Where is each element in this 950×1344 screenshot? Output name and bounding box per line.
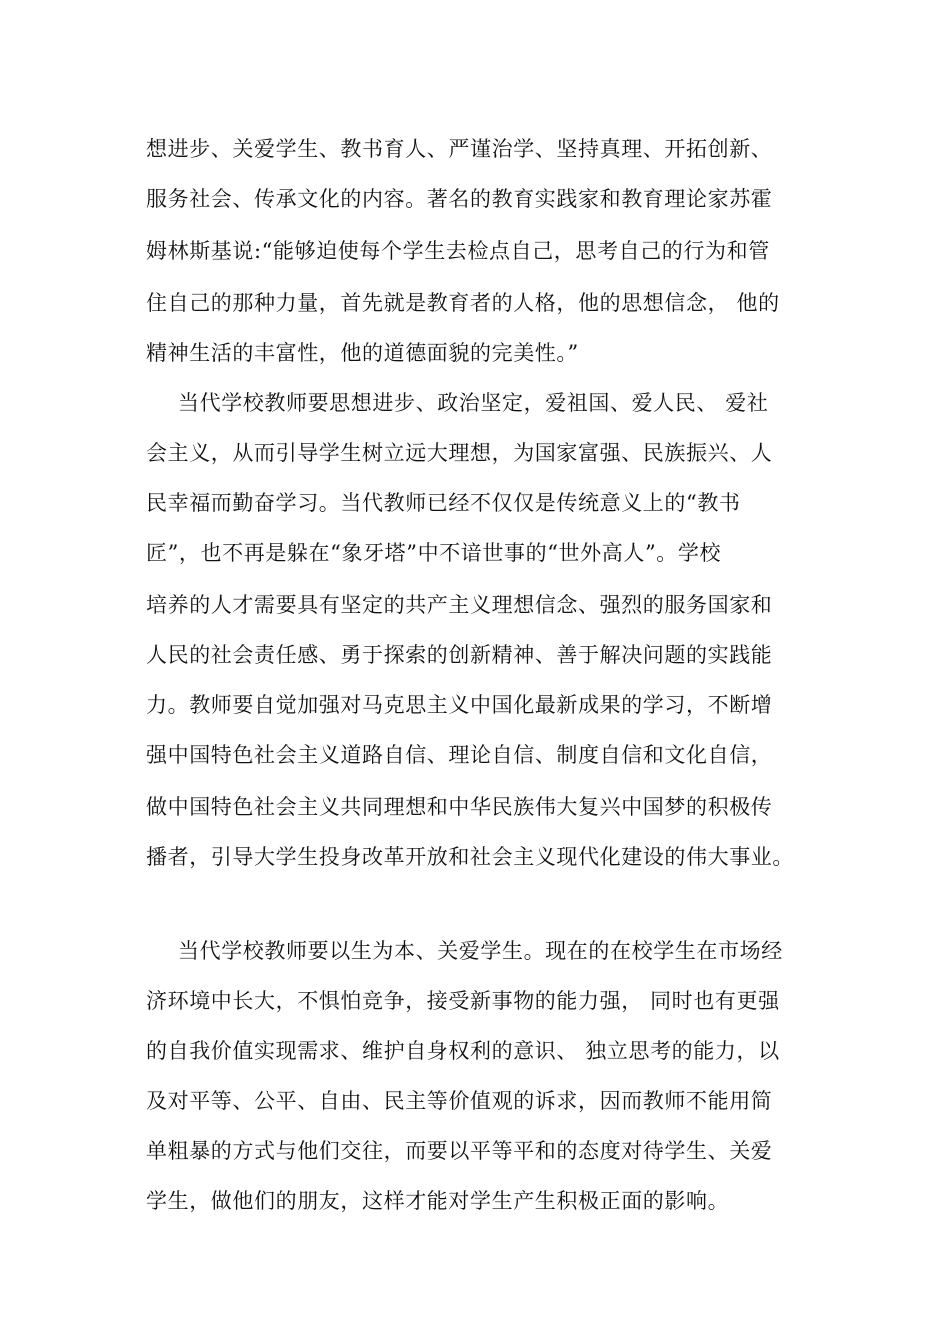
paragraph-2-line-5: 培养的人才需要具有坚定的共产主义理想信念、强烈的服务国家和: [146, 593, 773, 617]
paragraph-2-line-10: 播者，引导大学生投身改革开放和社会主义现代化建设的伟大事业。: [146, 845, 794, 869]
paragraph-3-line-1: 当代学校教师要以生为本、关爱学生。现在的在校学生在市场经: [178, 939, 783, 963]
paragraph-1-line-1: 想进步、关爱学生、教书育人、严谨治学、坚持真理、开拓创新、: [146, 137, 773, 161]
paragraph-1-line-2: 服务社会、传承文化的内容。著名的教育实践家和教育理论家苏霍: [146, 187, 773, 211]
paragraph-3-line-2: 济环境中长大，不惧怕竞争，接受新事物的能力强， 同时也有更强: [146, 989, 780, 1013]
paragraph-2-line-6: 人民的社会责任感、勇于探索的创新精神、善于解决问题的实践能: [146, 643, 773, 667]
paragraph-2-line-3: 民幸福而勤奋学习。当代教师已经不仅仅是传统意义上的“教书: [146, 491, 741, 515]
paragraph-2-line-2: 会主义，从而引导学生树立远大理想，为国家富强、民族振兴、人: [146, 441, 773, 465]
paragraph-1-line-4: 住自己的那种力量，首先就是教育者的人格，他的思想信念， 他的: [146, 291, 780, 315]
paragraph-2-line-4: 匠”，也不再是躲在“象牙塔”中不谙世事的“世外高人”。学校: [146, 541, 722, 565]
paragraph-2-line-1: 当代学校教师要思想进步、政治坚定，爱祖国、爱人民、 爱社: [178, 391, 769, 415]
paragraph-1-line-5: 精神生活的丰富性，他的道德面貌的完美性。”: [146, 341, 579, 365]
paragraph-3-line-6: 学生，做他们的朋友，这样才能对学生产生积极正面的影响。: [146, 1189, 730, 1213]
paragraph-2-line-8: 强中国特色社会主义道路自信、理论自信、制度自信和文化自信，: [146, 743, 773, 767]
paragraph-3-line-4: 及对平等、公平、自由、民主等价值观的诉求，因而教师不能用简: [146, 1089, 773, 1113]
paragraph-3-line-3: 的自我价值实现需求、维护自身权利的意识、 独立思考的能力，以: [146, 1039, 780, 1063]
paragraph-2-line-7: 力。教师要自觉加强对马克思主义中国化最新成果的学习，不断增: [146, 693, 773, 717]
paragraph-3-line-5: 单粗暴的方式与他们交往，而要以平等平和的态度对待学生、关爱: [146, 1139, 773, 1163]
paragraph-2-line-9: 做中国特色社会主义共同理想和中华民族伟大复兴中国梦的积极传: [146, 795, 773, 819]
paragraph-1-line-3: 姆林斯基说:“能够迫使每个学生去检点自己，思考自己的行为和管: [146, 239, 770, 263]
